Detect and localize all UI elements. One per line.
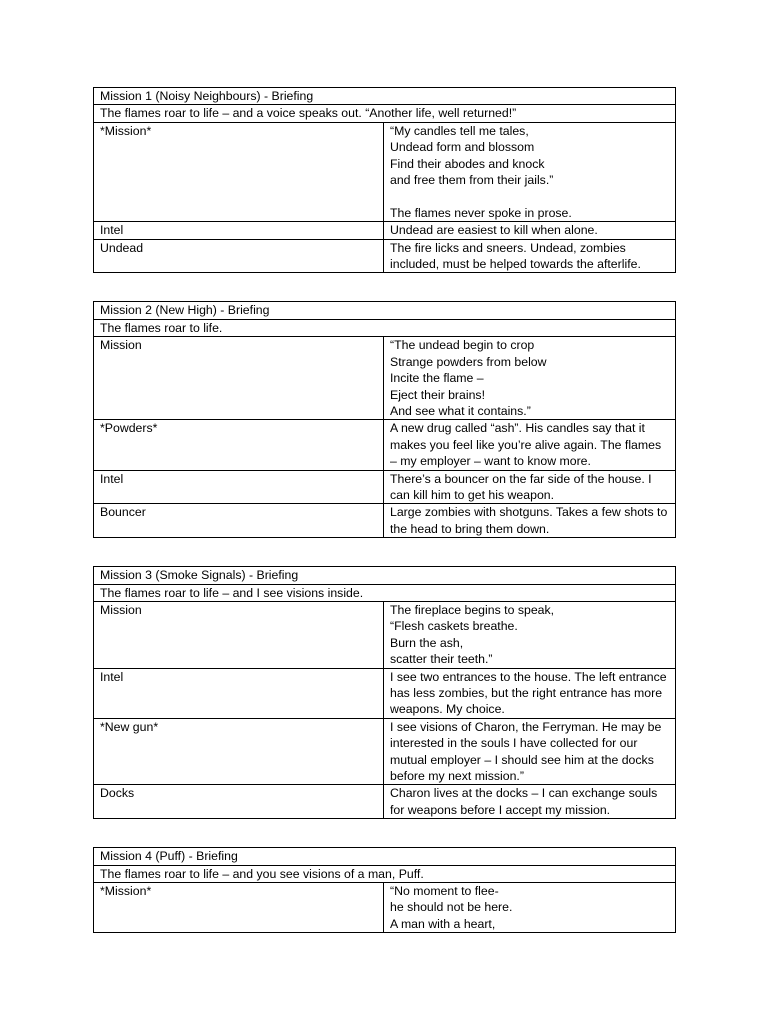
row-text: “My candles tell me tales, Undead form and blossom Find their abodes and knock and free them from their jails.” The flames never spoke in prose. [384,122,676,221]
table-row [94,668,676,718]
row-label: Undead [94,239,384,273]
row-label: Bouncer [94,504,384,538]
row-label: Mission [94,337,384,420]
table-row [94,239,676,273]
row-label: Intel [94,222,384,239]
row-label: *New gun* [94,718,384,785]
table-row [94,470,676,504]
row-text: I see two entrances to the house. The left entrance has less zombies, but the right entrance has more weapons. My choice. [384,668,676,718]
row-label: *Mission* [94,122,384,221]
table-row [94,785,676,819]
row-text: The fire licks and sneers. Undead, zombies included, must be helped towards the afterlife. [384,239,676,273]
row-label: Intel [94,470,384,504]
mission-intro: The flames roar to life – and I see visions inside. [94,584,676,601]
mission-title: Mission 2 (New High) - Briefing [94,302,676,319]
row-label: *Mission* [94,883,384,933]
mission-title: Mission 3 (Smoke Signals) - Briefing [94,567,676,584]
mission-title: Mission 4 (Puff) - Briefing [94,848,676,865]
row-label: Docks [94,785,384,819]
table-row [94,222,676,239]
table-row [94,883,676,933]
mission-title: Mission 1 (Noisy Neighbours) - Briefing [94,88,676,105]
mission-2-table [93,301,676,538]
table-row [94,122,676,221]
row-label: *Powders* [94,420,384,470]
row-text: Large zombies with shotguns. Takes a few shots to the head to bring them down. [384,504,676,538]
mission-4-table [93,847,676,933]
table-row [94,420,676,470]
row-label: Mission [94,601,384,668]
row-text: Undead are easiest to kill when alone. [384,222,676,239]
row-text: There’s a bouncer on the far side of the house. I can kill him to get his weapon. [384,470,676,504]
row-text: “The undead begin to crop Strange powders from below Incite the flame – Eject their brains! And see what it contains.” [384,337,676,420]
row-text: A new drug called “ash”. His candles say that it makes you feel like you’re alive again. The flames – my employer – want to know more. [384,420,676,470]
row-text: I see visions of Charon, the Ferryman. He may be interested in the souls I have collected for our mutual employer – I should see him at the docks before my next mission.” [384,718,676,785]
table-row [94,718,676,785]
document-page [93,87,675,961]
row-label: Intel [94,668,384,718]
mission-1-table [93,87,676,273]
mission-intro: The flames roar to life – and a voice speaks out. “Another life, well returned!” [94,105,676,122]
mission-intro: The flames roar to life – and you see visions of a man, Puff. [94,865,676,882]
row-text: “No moment to flee- he should not be here. A man with a heart, [384,883,676,933]
row-text: Charon lives at the docks – I can exchange souls for weapons before I accept my mission. [384,785,676,819]
table-row [94,337,676,420]
mission-3-table [93,566,676,819]
mission-intro: The flames roar to life. [94,319,676,336]
table-row [94,601,676,668]
row-text: The fireplace begins to speak, “Flesh caskets breathe. Burn the ash, scatter their teeth.” [384,601,676,668]
table-row [94,504,676,538]
